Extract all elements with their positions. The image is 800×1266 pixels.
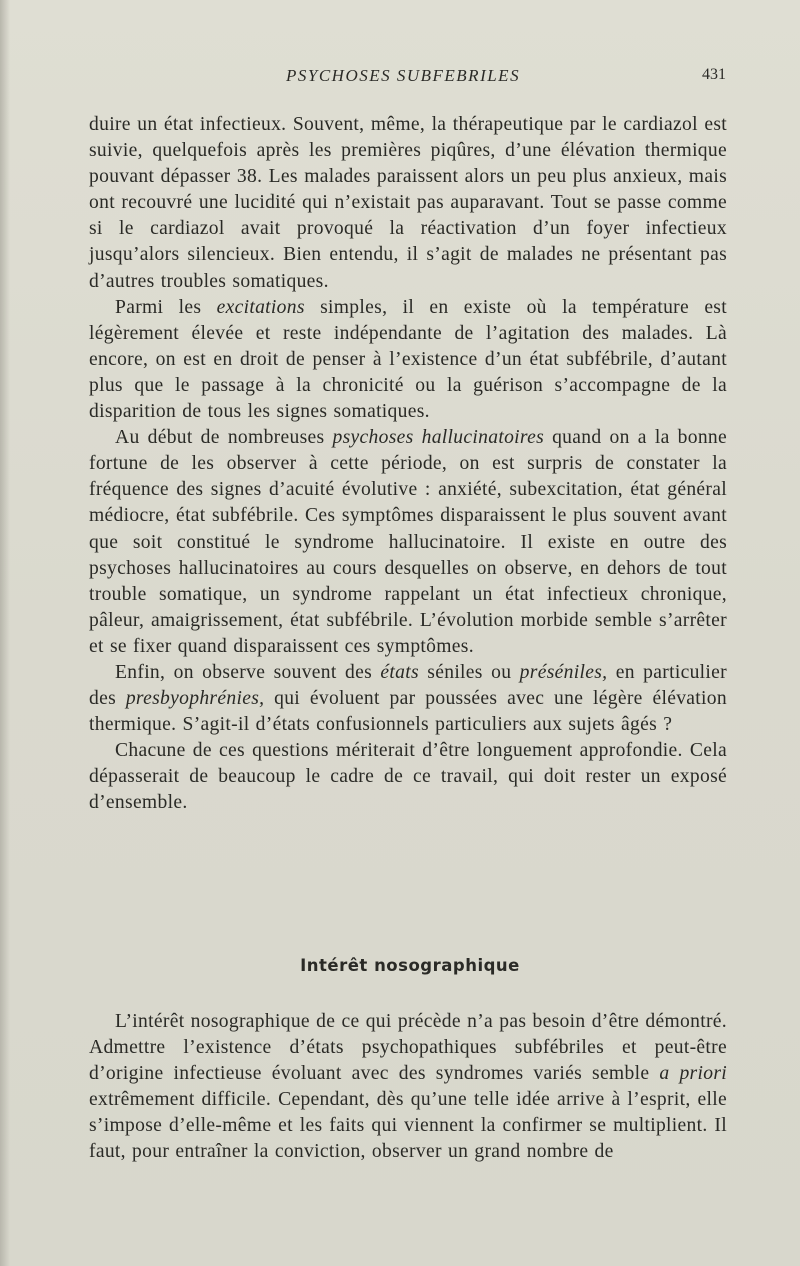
paragraph-4-text-c: en particulier des: [89, 661, 727, 710]
paragraph-4-text-a: Enfin, on observe souvent des: [115, 661, 381, 683]
section-paragraph-1-emphasis: a priori: [659, 1063, 727, 1085]
running-title: PSYCHOSES SUBFEBRILES: [286, 66, 521, 85]
section-body-text: [89, 1009, 727, 1166]
paragraph-3: [89, 425, 727, 660]
paragraph-2-emphasis: excitations: [216, 296, 305, 318]
body-text: [89, 112, 727, 817]
paragraph-2-text-b: simples, il en existe où la température est légèrement élevée et reste indépendante de l’agitation des malades. Là encore, on est en droit de penser à l’existence d’un état subfébrile, d’autant plus que le passage à la chronicité ou la guérison s’accompagne de la disparition de tous les signes somatiques.: [89, 296, 727, 423]
paragraph-4-emphasis-2: préséniles,: [519, 661, 608, 683]
paragraph-3-text-a: Au début de nombreuses: [115, 427, 333, 449]
paragraph-5: Chacune de ces questions mériterait d’être longuement approfondie. Cela dépasserait de beaucoup le cadre de ce travail, qui doit rester un exposé d’ensemble.: [89, 740, 727, 814]
section-paragraph-1-text-a: L’intérêt nosographique de ce qui précède n’a pas besoin d’être démontré. Admettre l’existence d’états psychopathiques subfébriles et peut-être d’origine infectieuse évoluant avec des syndromes variés semble: [89, 1011, 727, 1085]
running-header: [0, 66, 800, 90]
section-paragraph-1: [89, 1009, 727, 1166]
page-number: 431: [702, 66, 726, 83]
binding-shadow: [0, 0, 10, 1266]
paragraph-4-text-b: séniles ou: [418, 661, 520, 683]
paragraph-4-text-d: qui évoluent par poussées avec une légère élévation thermique. S’agit-il d’états confusionnels particuliers aux sujets âgés ?: [89, 688, 727, 736]
paragraph-3-emphasis: psychoses hallucinatoires: [332, 427, 545, 449]
paragraph-3-text-b: quand on a la bonne fortune de les observer à cette période, on est surpris de constater la fréquence des signes d’acuité évolutive : anxiété, subexcitation, état général médiocre, état subfébrile. Ces symptômes disparaissent le plus souvent avant que soit constitué le syndrome hallucinatoire. Il existe en outre des psychoses hallucinatoires au cours desquelles on observe, en dehors de tout trouble somatique, un syndrome rappelant un état infectieux chronique, pâleur, amaigrissement, état subfébrile. L’évolution morbide semble s’arrêter et se fixer quand disparaissent ces symptômes.: [89, 427, 728, 657]
paragraph-2: [89, 295, 727, 425]
paragraph-4-emphasis-1: états: [380, 661, 419, 683]
section-paragraph-1-text-b: extrêmement difficile. Cependant, dès qu’une telle idée arrive à l’esprit, elle s’impose d’elle-même et les faits qui viennent la confirmer se multiplient. Il faut, pour entraîner la conviction, observer un grand nombre de: [89, 1089, 727, 1163]
section-heading: Intérêt nosographique: [300, 956, 520, 975]
paragraph-2-text-a: Parmi les: [115, 296, 217, 318]
paragraph-1: duire un état infectieux. Souvent, même, la thérapeutique par le cardiazol est suivie, quelquefois après les premières piqûres, d’une élévation thermique pouvant dépasser 38. Les malades paraissent alors un peu plus anxieux, mais ont recouvré une lucidité qui n’existait pas auparavant. Tout se passe comme si le cardiazol avait provoqué la réactivation d’un foyer infectieux jusqu’alors silencieux. Bien entendu, il s’agit de malades ne présentant pas d’autres troubles somatiques.: [89, 114, 727, 292]
paragraph-4-emphasis-3: presbyophrénies,: [125, 688, 265, 710]
paragraph-4: [89, 660, 727, 738]
